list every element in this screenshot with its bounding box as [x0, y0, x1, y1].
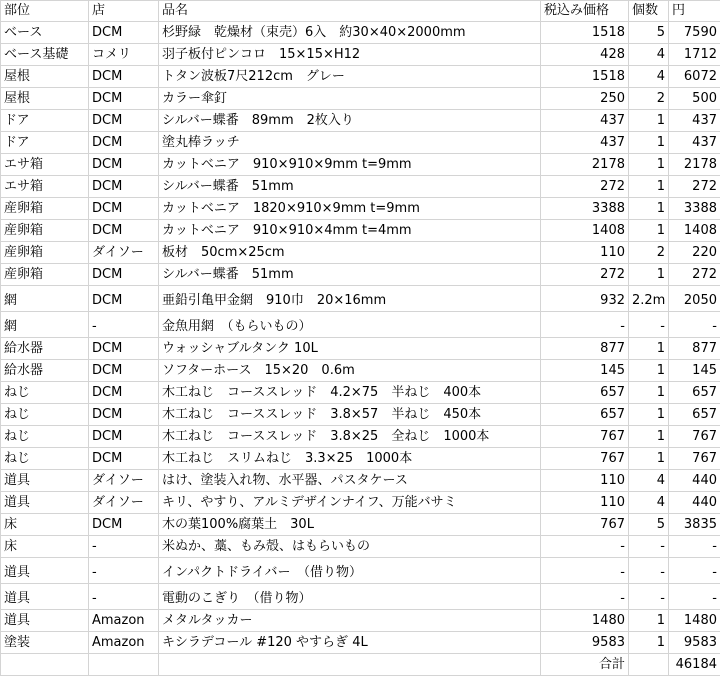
cell-item-name[interactable]: シルバー蝶番 51mm [159, 176, 541, 198]
cell-part[interactable]: ねじ [1, 448, 89, 470]
cell-qty[interactable]: 2 [629, 88, 669, 110]
cell-total[interactable]: 9583 [669, 632, 720, 654]
cell-item-name[interactable]: カットベニア 910×910×4mm t=4mm [159, 220, 541, 242]
cell-qty[interactable]: 2.2m [629, 286, 669, 312]
header-shop[interactable]: 店 [89, 1, 159, 22]
table-row [1, 448, 720, 470]
cell-item-name[interactable]: 木工ねじ コーススレッド 3.8×57 半ねじ 450本 [159, 404, 541, 426]
cell-price[interactable]: 250 [541, 88, 629, 110]
cell-shop[interactable]: ダイソー [89, 242, 159, 264]
table-row [1, 176, 720, 198]
cell-shop[interactable]: ダイソー [89, 470, 159, 492]
cell-price[interactable]: 437 [541, 110, 629, 132]
cell-part[interactable]: 網 [1, 286, 89, 312]
cell-price[interactable]: 110 [541, 492, 629, 514]
cell-item-name[interactable]: 木工ねじ スリムねじ 3.3×25 1000本 [159, 448, 541, 470]
cell-item-name[interactable]: 米ぬか、藁、もみ殻、はもらいもの [159, 536, 541, 558]
table-row [1, 470, 720, 492]
cell-total[interactable]: 220 [669, 242, 720, 264]
cell-item-name[interactable]: キシラデコール #120 やすらぎ 4L [159, 632, 541, 654]
cell-price[interactable]: 767 [541, 426, 629, 448]
cell-shop[interactable]: DCM [89, 154, 159, 176]
cell-part[interactable]: ドア [1, 110, 89, 132]
cell-part[interactable]: ベース基礎 [1, 44, 89, 66]
cell-qty[interactable]: 4 [629, 66, 669, 88]
table-row [1, 492, 720, 514]
cell-qty[interactable]: 1 [629, 220, 669, 242]
cell-part[interactable]: 道具 [1, 492, 89, 514]
cell-part[interactable]: 産卵箱 [1, 220, 89, 242]
header-item-name[interactable]: 品名 [159, 1, 541, 22]
cell-price[interactable]: - [541, 558, 629, 584]
cell-part[interactable]: ねじ [1, 382, 89, 404]
cell-shop[interactable]: DCM [89, 198, 159, 220]
cell-part[interactable]: 給水器 [1, 338, 89, 360]
cell-shop[interactable]: DCM [89, 448, 159, 470]
cell-shop[interactable]: Amazon [89, 610, 159, 632]
cell-total[interactable]: 437 [669, 132, 720, 154]
cell-qty[interactable]: - [629, 558, 669, 584]
cell-part[interactable]: ベース [1, 22, 89, 44]
cell-item-name[interactable]: ソフターホース 15×20 0.6m [159, 360, 541, 382]
cell-total[interactable]: 657 [669, 382, 720, 404]
cell-qty[interactable]: 1 [629, 360, 669, 382]
cell-shop[interactable]: - [89, 536, 159, 558]
cell-qty[interactable]: 4 [629, 470, 669, 492]
cell-price[interactable]: 767 [541, 514, 629, 536]
cell-shop[interactable]: DCM [89, 176, 159, 198]
cell-part[interactable]: 産卵箱 [1, 242, 89, 264]
cell-price[interactable]: 877 [541, 338, 629, 360]
table-row [1, 360, 720, 382]
cell-item-name[interactable]: 電動のこぎり （借り物） [159, 584, 541, 610]
sum-label[interactable]: 合計 [541, 654, 629, 676]
cell-total[interactable]: 272 [669, 176, 720, 198]
cell-total[interactable]: 2050 [669, 286, 720, 312]
cell-shop[interactable]: DCM [89, 382, 159, 404]
cell-shop[interactable]: DCM [89, 286, 159, 312]
footer-row [1, 654, 720, 676]
cell-item-name[interactable]: シルバー蝶番 51mm [159, 264, 541, 286]
cell-price[interactable]: 1480 [541, 610, 629, 632]
table-row [1, 632, 720, 654]
cell-price[interactable]: 428 [541, 44, 629, 66]
cell-qty[interactable]: 5 [629, 22, 669, 44]
cell-shop[interactable]: - [89, 558, 159, 584]
cell-qty[interactable]: 1 [629, 264, 669, 286]
cell-qty[interactable]: 1 [629, 198, 669, 220]
cell-total[interactable]: 272 [669, 264, 720, 286]
table-row [1, 198, 720, 220]
table-row [1, 404, 720, 426]
header-qty[interactable]: 個数 [629, 1, 669, 22]
cell-item-name[interactable]: 羽子板付ピンコロ 15×15×H12 [159, 44, 541, 66]
cell-empty[interactable] [629, 654, 669, 676]
cell-total[interactable]: 440 [669, 470, 720, 492]
cell-total[interactable]: 767 [669, 426, 720, 448]
cell-price[interactable]: 657 [541, 382, 629, 404]
cell-qty[interactable]: 1 [629, 338, 669, 360]
cell-total[interactable]: 1480 [669, 610, 720, 632]
cell-empty[interactable] [89, 654, 159, 676]
cell-price[interactable]: 272 [541, 264, 629, 286]
table-row [1, 88, 720, 110]
cell-price[interactable]: 657 [541, 404, 629, 426]
cell-shop[interactable]: - [89, 312, 159, 338]
table-row [1, 312, 720, 338]
cell-part[interactable]: 床 [1, 514, 89, 536]
cell-part[interactable]: 給水器 [1, 360, 89, 382]
table-row [1, 286, 720, 312]
header-price[interactable]: 税込み価格 [541, 1, 629, 22]
cell-part[interactable]: 道具 [1, 558, 89, 584]
cell-shop[interactable]: DCM [89, 404, 159, 426]
cell-price[interactable]: 1518 [541, 22, 629, 44]
cell-qty[interactable]: 4 [629, 44, 669, 66]
cell-item-name[interactable]: 塗丸棒ラッチ [159, 132, 541, 154]
cell-total[interactable]: 657 [669, 404, 720, 426]
cell-part[interactable]: ねじ [1, 404, 89, 426]
cell-part[interactable]: 屋根 [1, 66, 89, 88]
table-row [1, 536, 720, 558]
cell-item-name[interactable]: キリ、やすり、アルミデザインナイフ、万能バサミ [159, 492, 541, 514]
cell-item-name[interactable]: 木工ねじ コーススレッド 3.8×25 全ねじ 1000本 [159, 426, 541, 448]
cell-qty[interactable]: 5 [629, 514, 669, 536]
table-row [1, 22, 720, 44]
table-row [1, 220, 720, 242]
table-row [1, 610, 720, 632]
cell-shop[interactable]: Amazon [89, 632, 159, 654]
cell-item-name[interactable]: シルバー蝶番 89mm 2枚入り [159, 110, 541, 132]
cell-qty[interactable]: 1 [629, 632, 669, 654]
cell-price[interactable]: 110 [541, 242, 629, 264]
table-row [1, 110, 720, 132]
cell-item-name[interactable]: 板材 50cm×25cm [159, 242, 541, 264]
cell-total[interactable]: 437 [669, 110, 720, 132]
cell-price[interactable]: 3388 [541, 198, 629, 220]
cell-qty[interactable]: 1 [629, 110, 669, 132]
cell-qty[interactable]: 1 [629, 132, 669, 154]
cell-part[interactable]: 産卵箱 [1, 264, 89, 286]
cell-part[interactable]: 屋根 [1, 88, 89, 110]
cell-item-name[interactable]: インパクトドライバー （借り物） [159, 558, 541, 584]
cell-shop[interactable]: DCM [89, 132, 159, 154]
table-row [1, 242, 720, 264]
cell-shop[interactable]: DCM [89, 360, 159, 382]
cell-shop[interactable]: DCM [89, 110, 159, 132]
cell-qty[interactable]: 1 [629, 426, 669, 448]
cell-qty[interactable]: 1 [629, 404, 669, 426]
cell-qty[interactable]: 1 [629, 176, 669, 198]
cell-shop[interactable]: DCM [89, 66, 159, 88]
cell-total[interactable]: 3388 [669, 198, 720, 220]
cell-qty[interactable]: - [629, 312, 669, 338]
cell-qty[interactable]: - [629, 536, 669, 558]
cell-total[interactable]: 877 [669, 338, 720, 360]
cell-item-name[interactable]: 木工ねじ コーススレッド 4.2×75 半ねじ 400本 [159, 382, 541, 404]
cell-item-name[interactable]: メタルタッカー [159, 610, 541, 632]
cell-price[interactable]: 437 [541, 132, 629, 154]
cell-part[interactable]: ドア [1, 132, 89, 154]
cell-shop[interactable]: ダイソー [89, 492, 159, 514]
cell-price[interactable]: 110 [541, 470, 629, 492]
header-total[interactable]: 円 [669, 1, 720, 22]
cell-item-name[interactable]: はけ、塗装入れ物、水平器、パスタケース [159, 470, 541, 492]
cell-shop[interactable]: DCM [89, 88, 159, 110]
cell-qty[interactable]: 2 [629, 242, 669, 264]
cell-item-name[interactable]: トタン波板7尺212cm グレー [159, 66, 541, 88]
cell-price[interactable]: 767 [541, 448, 629, 470]
cell-item-name[interactable]: ウォッシャブルタンク 10L [159, 338, 541, 360]
sum-total[interactable]: 46184 [669, 654, 720, 676]
cell-item-name[interactable]: カラー傘釘 [159, 88, 541, 110]
cell-part[interactable]: 道具 [1, 470, 89, 492]
cell-shop[interactable]: - [89, 584, 159, 610]
cell-part[interactable]: 産卵箱 [1, 198, 89, 220]
cell-total[interactable]: - [669, 312, 720, 338]
cell-empty[interactable] [159, 654, 541, 676]
table-row [1, 514, 720, 536]
cell-total[interactable]: 7590 [669, 22, 720, 44]
cell-total[interactable]: 1712 [669, 44, 720, 66]
cell-price[interactable]: 932 [541, 286, 629, 312]
header-part[interactable]: 部位 [1, 1, 89, 22]
table-row [1, 44, 720, 66]
cell-price[interactable]: 272 [541, 176, 629, 198]
cell-price[interactable]: - [541, 312, 629, 338]
table-row [1, 584, 720, 610]
cell-price[interactable]: 145 [541, 360, 629, 382]
cell-item-name[interactable]: 杉野緑 乾燥材（束売）6入 約30×40×2000mm [159, 22, 541, 44]
cell-item-name[interactable]: 亜鉛引亀甲金網 910巾 20×16mm [159, 286, 541, 312]
cell-price[interactable]: 9583 [541, 632, 629, 654]
cell-shop[interactable]: DCM [89, 22, 159, 44]
cell-qty[interactable]: - [629, 584, 669, 610]
table-row [1, 338, 720, 360]
cell-part[interactable]: 塗装 [1, 632, 89, 654]
table-row [1, 382, 720, 404]
cell-shop[interactable]: コメリ [89, 44, 159, 66]
cell-total[interactable]: 440 [669, 492, 720, 514]
table-row [1, 264, 720, 286]
table-row [1, 426, 720, 448]
cell-price[interactable]: 2178 [541, 154, 629, 176]
cell-item-name[interactable]: 金魚用網 （もらいもの） [159, 312, 541, 338]
cell-total[interactable]: 1408 [669, 220, 720, 242]
table-row [1, 154, 720, 176]
cell-total[interactable]: 6072 [669, 66, 720, 88]
cell-total[interactable]: - [669, 536, 720, 558]
cell-qty[interactable]: 1 [629, 448, 669, 470]
cell-part[interactable]: ねじ [1, 426, 89, 448]
cell-price[interactable]: 1518 [541, 66, 629, 88]
cell-shop[interactable]: DCM [89, 264, 159, 286]
table-row [1, 558, 720, 584]
cell-item-name[interactable]: カットベニア 1820×910×9mm t=9mm [159, 198, 541, 220]
cell-price[interactable]: - [541, 584, 629, 610]
cell-qty[interactable]: 1 [629, 382, 669, 404]
cell-part[interactable]: エサ箱 [1, 176, 89, 198]
cell-total[interactable]: 2178 [669, 154, 720, 176]
cell-item-name[interactable]: カットベニア 910×910×9mm t=9mm [159, 154, 541, 176]
cell-total[interactable]: - [669, 558, 720, 584]
cell-shop[interactable]: DCM [89, 220, 159, 242]
cell-part[interactable]: 道具 [1, 610, 89, 632]
cell-shop[interactable]: DCM [89, 338, 159, 360]
cell-part[interactable]: 網 [1, 312, 89, 338]
cell-shop[interactable]: DCM [89, 426, 159, 448]
cell-total[interactable]: - [669, 584, 720, 610]
cell-part[interactable]: 床 [1, 536, 89, 558]
cell-qty[interactable]: 4 [629, 492, 669, 514]
cell-shop[interactable]: DCM [89, 514, 159, 536]
cell-total[interactable]: 3835 [669, 514, 720, 536]
cell-part[interactable]: エサ箱 [1, 154, 89, 176]
cell-total[interactable]: 145 [669, 360, 720, 382]
cell-price[interactable]: 1408 [541, 220, 629, 242]
cell-empty[interactable] [1, 654, 89, 676]
table-row [1, 132, 720, 154]
cell-item-name[interactable]: 木の葉100%腐葉土 30L [159, 514, 541, 536]
cell-qty[interactable]: 1 [629, 610, 669, 632]
cell-qty[interactable]: 1 [629, 154, 669, 176]
table-row [1, 66, 720, 88]
header-row [1, 1, 720, 22]
cell-total[interactable]: 767 [669, 448, 720, 470]
cell-total[interactable]: 500 [669, 88, 720, 110]
cell-part[interactable]: 道具 [1, 584, 89, 610]
cell-price[interactable]: - [541, 536, 629, 558]
